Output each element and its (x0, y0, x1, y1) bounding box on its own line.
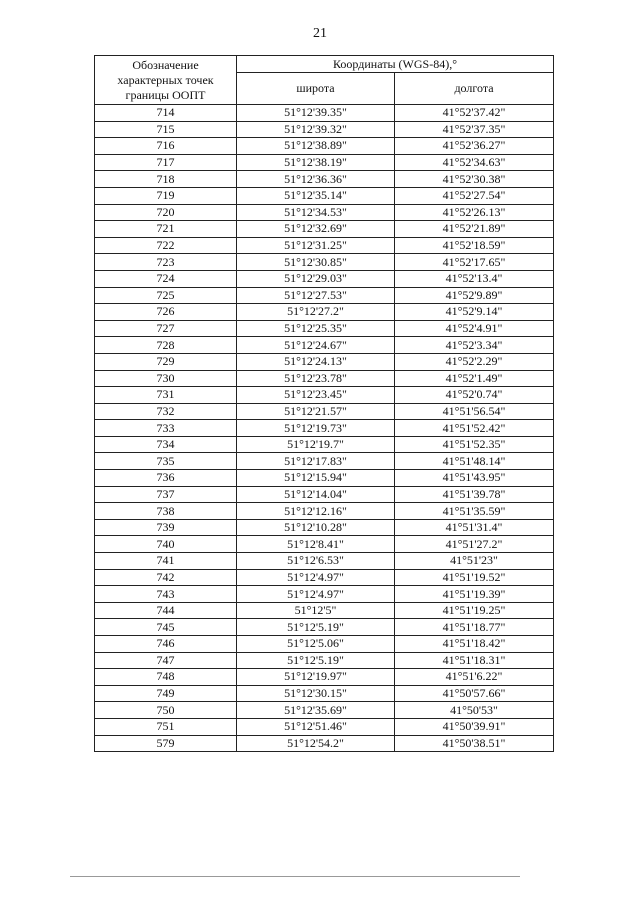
table-row (95, 337, 554, 354)
cell-longitude: 41°51'19.52" (395, 569, 554, 586)
header-point-line: Обозначение (132, 57, 199, 72)
cell-longitude: 41°52'26.13" (395, 204, 554, 221)
table-row (95, 669, 554, 686)
cell-latitude: 51°12'27.2" (237, 304, 395, 321)
cell-latitude: 51°12'30.85" (237, 254, 395, 271)
cell-longitude: 41°52'9.14" (395, 304, 554, 321)
cell-point: 716 (95, 138, 237, 155)
cell-longitude: 41°52'3.34" (395, 337, 554, 354)
cell-longitude: 41°52'1.49" (395, 370, 554, 387)
cell-latitude: 51°12'38.89" (237, 138, 395, 155)
cell-longitude: 41°52'2.29" (395, 353, 554, 370)
cell-longitude: 41°50'39.91" (395, 718, 554, 735)
cell-point: 733 (95, 420, 237, 437)
cell-latitude: 51°12'30.15" (237, 685, 395, 702)
cell-point: 721 (95, 221, 237, 238)
cell-point: 723 (95, 254, 237, 271)
table-row (95, 486, 554, 503)
cell-point: 729 (95, 353, 237, 370)
cell-longitude: 41°52'18.59" (395, 237, 554, 254)
cell-point: 724 (95, 270, 237, 287)
cell-point: 750 (95, 702, 237, 719)
header-point-line: характерных точек (117, 72, 214, 87)
table-row (95, 619, 554, 636)
cell-latitude: 51°12'31.25" (237, 237, 395, 254)
cell-point: 738 (95, 503, 237, 520)
cell-latitude: 51°12'24.13" (237, 353, 395, 370)
table-row (95, 221, 554, 238)
header-point-line: границы ООПТ (125, 87, 206, 102)
table-row (95, 353, 554, 370)
cell-point: 725 (95, 287, 237, 304)
table-row (95, 453, 554, 470)
table-row (95, 652, 554, 669)
cell-longitude: 41°52'9.89" (395, 287, 554, 304)
table-row (95, 254, 554, 271)
cell-point: 727 (95, 320, 237, 337)
header-latitude: широта (237, 73, 395, 105)
cell-longitude: 41°51'31.4" (395, 519, 554, 536)
cell-longitude: 41°51'23" (395, 553, 554, 570)
cell-point: 744 (95, 602, 237, 619)
cell-latitude: 51°12'39.35" (237, 105, 395, 122)
cell-point: 739 (95, 519, 237, 536)
cell-longitude: 41°50'57.66" (395, 685, 554, 702)
cell-point: 726 (95, 304, 237, 321)
table-row (95, 387, 554, 404)
cell-point: 730 (95, 370, 237, 387)
cell-latitude: 51°12'34.53" (237, 204, 395, 221)
cell-point: 737 (95, 486, 237, 503)
cell-latitude: 51°12'4.97" (237, 586, 395, 603)
cell-point: 714 (95, 105, 237, 122)
cell-latitude: 51°12'23.45" (237, 387, 395, 404)
cell-latitude: 51°12'38.19" (237, 154, 395, 171)
cell-point: 728 (95, 337, 237, 354)
cell-longitude: 41°51'48.14" (395, 453, 554, 470)
cell-point: 715 (95, 121, 237, 138)
cell-point: 743 (95, 586, 237, 603)
cell-point: 722 (95, 237, 237, 254)
cell-longitude: 41°50'53" (395, 702, 554, 719)
cell-point: 732 (95, 403, 237, 420)
cell-latitude: 51°12'36.36" (237, 171, 395, 188)
cell-longitude: 41°50'38.51" (395, 735, 554, 752)
footer-divider (70, 876, 520, 877)
table-row (95, 138, 554, 155)
cell-longitude: 41°51'19.25" (395, 602, 554, 619)
cell-longitude: 41°51'39.78" (395, 486, 554, 503)
cell-latitude: 51°12'17.83" (237, 453, 395, 470)
cell-longitude: 41°52'37.42" (395, 105, 554, 122)
table-row (95, 735, 554, 752)
cell-latitude: 51°12'4.97" (237, 569, 395, 586)
cell-latitude: 51°12'24.67" (237, 337, 395, 354)
cell-point: 717 (95, 154, 237, 171)
cell-longitude: 41°51'43.95" (395, 470, 554, 487)
cell-point: 736 (95, 470, 237, 487)
cell-longitude: 41°52'36.27" (395, 138, 554, 155)
cell-latitude: 51°12'27.53" (237, 287, 395, 304)
cell-point: 741 (95, 553, 237, 570)
cell-longitude: 41°52'17.65" (395, 254, 554, 271)
table-row (95, 519, 554, 536)
cell-latitude: 51°12'35.69" (237, 702, 395, 719)
cell-latitude: 51°12'5.19" (237, 652, 395, 669)
table-row (95, 121, 554, 138)
cell-longitude: 41°51'18.77" (395, 619, 554, 636)
table-row (95, 171, 554, 188)
cell-latitude: 51°12'14.04" (237, 486, 395, 503)
table-row (95, 470, 554, 487)
cell-point: 747 (95, 652, 237, 669)
cell-longitude: 41°52'34.63" (395, 154, 554, 171)
cell-longitude: 41°52'30.38" (395, 171, 554, 188)
cell-latitude: 51°12'15.94" (237, 470, 395, 487)
cell-longitude: 41°51'6.22" (395, 669, 554, 686)
cell-longitude: 41°51'27.2" (395, 536, 554, 553)
cell-latitude: 51°12'39.32" (237, 121, 395, 138)
cell-latitude: 51°12'10.28" (237, 519, 395, 536)
cell-longitude: 41°52'0.74" (395, 387, 554, 404)
header-point-designation (95, 56, 237, 105)
table-row (95, 436, 554, 453)
cell-latitude: 51°12'23.78" (237, 370, 395, 387)
cell-point: 742 (95, 569, 237, 586)
header-coordinates: Координаты (WGS-84),° (237, 56, 554, 73)
table-row (95, 569, 554, 586)
coordinates-table (94, 55, 554, 752)
table-row (95, 154, 554, 171)
cell-latitude: 51°12'19.7" (237, 436, 395, 453)
table-row (95, 685, 554, 702)
table-body (95, 105, 554, 752)
cell-latitude: 51°12'8.41" (237, 536, 395, 553)
cell-point: 740 (95, 536, 237, 553)
cell-longitude: 41°52'27.54" (395, 187, 554, 204)
table-row (95, 718, 554, 735)
cell-longitude: 41°52'37.35" (395, 121, 554, 138)
cell-latitude: 51°12'5.06" (237, 636, 395, 653)
cell-latitude: 51°12'6.53" (237, 553, 395, 570)
cell-latitude: 51°12'32.69" (237, 221, 395, 238)
cell-longitude: 41°51'52.42" (395, 420, 554, 437)
cell-point: 719 (95, 187, 237, 204)
table-row (95, 702, 554, 719)
cell-point: 731 (95, 387, 237, 404)
table-row (95, 602, 554, 619)
table-row (95, 287, 554, 304)
cell-point: 745 (95, 619, 237, 636)
table-row (95, 503, 554, 520)
cell-latitude: 51°12'29.03" (237, 270, 395, 287)
table-row (95, 536, 554, 553)
table-row (95, 370, 554, 387)
cell-point: 751 (95, 718, 237, 735)
header-longitude: долгота (395, 73, 554, 105)
cell-longitude: 41°52'4.91" (395, 320, 554, 337)
table-row (95, 586, 554, 603)
table-row (95, 320, 554, 337)
cell-longitude: 41°51'18.42" (395, 636, 554, 653)
cell-latitude: 51°12'19.73" (237, 420, 395, 437)
table-row (95, 270, 554, 287)
table-row (95, 553, 554, 570)
cell-longitude: 41°52'21.89" (395, 221, 554, 238)
cell-latitude: 51°12'12.16" (237, 503, 395, 520)
cell-longitude: 41°51'52.35" (395, 436, 554, 453)
cell-longitude: 41°52'13.4" (395, 270, 554, 287)
table-row (95, 204, 554, 221)
cell-point: 735 (95, 453, 237, 470)
table-row (95, 636, 554, 653)
cell-latitude: 51°12'51.46" (237, 718, 395, 735)
cell-latitude: 51°12'5.19" (237, 619, 395, 636)
table-row (95, 304, 554, 321)
cell-latitude: 51°12'19.97" (237, 669, 395, 686)
table-row (95, 403, 554, 420)
cell-point: 720 (95, 204, 237, 221)
table-row (95, 420, 554, 437)
cell-point: 748 (95, 669, 237, 686)
cell-longitude: 41°51'56.54" (395, 403, 554, 420)
page-number: 21 (313, 26, 327, 41)
cell-latitude: 51°12'25.35" (237, 320, 395, 337)
cell-latitude: 51°12'54.2" (237, 735, 395, 752)
cell-latitude: 51°12'5" (237, 602, 395, 619)
cell-latitude: 51°12'21.57" (237, 403, 395, 420)
cell-longitude: 41°51'18.31" (395, 652, 554, 669)
cell-longitude: 41°51'19.39" (395, 586, 554, 603)
table-row (95, 237, 554, 254)
cell-latitude: 51°12'35.14" (237, 187, 395, 204)
cell-point: 746 (95, 636, 237, 653)
table-row (95, 187, 554, 204)
cell-point: 749 (95, 685, 237, 702)
cell-point: 579 (95, 735, 237, 752)
table-row (95, 105, 554, 122)
cell-point: 734 (95, 436, 237, 453)
cell-longitude: 41°51'35.59" (395, 503, 554, 520)
cell-point: 718 (95, 171, 237, 188)
